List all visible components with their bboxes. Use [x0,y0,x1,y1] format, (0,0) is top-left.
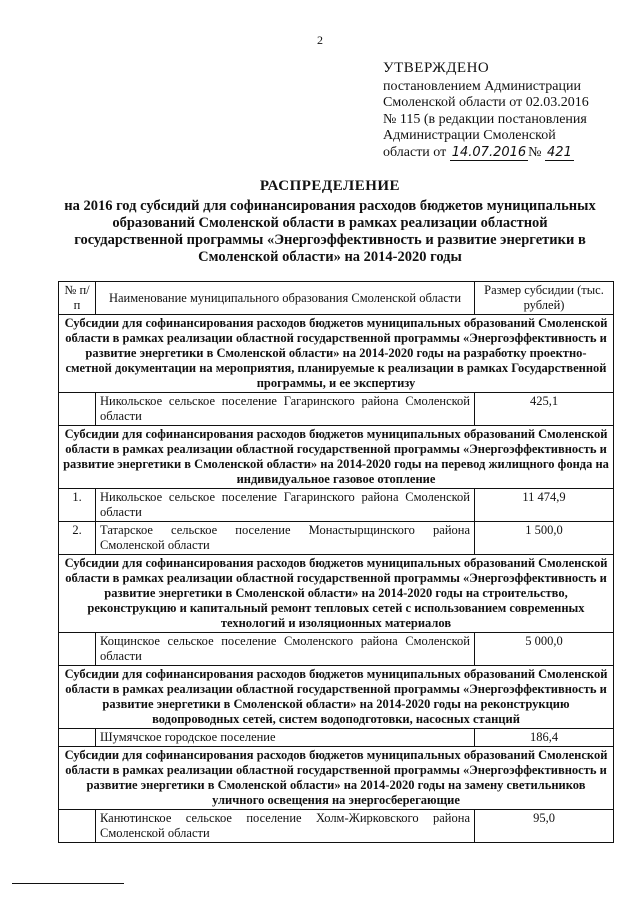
row-name: Никольское сельское поселение Гагаринского района Смоленской области [96,489,475,522]
table-row [59,489,614,522]
row-num: 1. [59,489,96,522]
approval-line-last [383,145,623,162]
approval-line: № 115 (в редакции постановления [383,111,587,127]
row-name: Канютинское сельское поселение Холм-Жирковского района Смоленской области [96,810,475,843]
section-row [59,555,614,633]
row-value: 1 500,0 [475,522,614,555]
section-title: Субсидии для софинансирования расходов бюджетов муниципальных образований Смоленской области в рамках реализации областной государственной программы «Энергоэффективность и развитие энергетики в Смоленской области» на 2014-2020 годы на строительство, реконструкцию и капитальный ремонт тепловых сетей с использованием современных технологий и изоляционных материалов [59,555,614,633]
row-num [59,729,96,747]
table-row [59,729,614,747]
header-size: Размер субсидии (тыс. рублей) [475,282,614,315]
approval-line: Смоленской области от 02.03.2016 [383,95,589,110]
document-title [60,178,600,266]
row-num: 2. [59,522,96,555]
header-name: Наименование муниципального образования Смоленской области [96,282,475,315]
header-num: № п/п [59,282,96,315]
section-row [59,666,614,729]
table-header-row [59,282,614,315]
row-num [59,633,96,666]
number-sign: № [528,144,542,160]
section-row [59,315,614,393]
row-num [59,810,96,843]
approval-line: постановлением Администрации [383,78,581,94]
table-row [59,393,614,426]
title-subtitle: на 2016 год субсидий для софинансирования расходов бюджетов муниципальных образований Смоленской области в рамках реализации областной государственной программы «Энергоэффективность и развитие энергетики в Смоленской области» на 2014-2020 годы [64,198,596,265]
row-name: Кощинское сельское поселение Смоленского района Смоленской области [96,633,475,666]
row-name: Татарское сельское поселение Монастырщинского района Смоленской области [96,522,475,555]
row-value: 5 000,0 [475,633,614,666]
row-value: 425,1 [475,393,614,426]
handwritten-date: 14.07.2016 [451,144,527,160]
table-row [59,633,614,666]
row-value: 186,4 [475,729,614,747]
row-num [59,393,96,426]
row-name: Шумячское городское поселение [96,729,475,747]
title-main: РАСПРЕДЕЛЕНИЕ [259,178,401,194]
approval-line: Администрации Смоленской [383,128,556,143]
row-value: 11 474,9 [475,489,614,522]
row-name: Никольское сельское поселение Гагаринского района Смоленской области [96,393,475,426]
section-title: Субсидии для софинансирования расходов бюджетов муниципальных образований Смоленской области в рамках реализации областной государственной программы «Энергоэффективность и развитие энергетики в Смоленской области» на 2014-2020 годы на замену светильников уличного освещения на энергосберегающие [59,747,614,810]
section-title: Субсидии для софинансирования расходов бюджетов муниципальных образований Смоленской области в рамках реализации областной государственной программы «Энергоэффективность и развитие энергетики в Смоленской области» на 2014-2020 годы на перевод жилищного фонда на индивидуальное газовое отопление [59,426,614,489]
section-row [59,747,614,810]
approval-stamp [383,60,623,161]
handwritten-number: 421 [547,144,572,160]
distribution-table [58,281,614,843]
page-number: 2 [317,33,323,47]
row-value: 95,0 [475,810,614,843]
section-row [59,426,614,489]
section-title: Субсидии для софинансирования расходов бюджетов муниципальных образований Смоленской области в рамках реализации областной государственной программы «Энергоэффективность и развитие энергетики в Смоленской области» на 2014-2020 годы на разработку проектно-сметной документации на мероприятия, планируемые к реализации в рамках Государственной программы, и ее экспертизу [59,315,614,393]
approval-heading: УТВЕРЖДЕНО [383,60,490,76]
section-title: Субсидии для софинансирования расходов бюджетов муниципальных образований Смоленской области в рамках реализации областной государственной программы «Энергоэффективность и развитие энергетики в Смоленской области» на 2014-2020 годы на реконструкцию водопроводных сетей, систем водоподготовки, насосных станций [59,666,614,729]
approval-last-prefix: области от [383,144,450,160]
table-row [59,810,614,843]
table-row [59,522,614,555]
footnote-divider [12,883,124,884]
